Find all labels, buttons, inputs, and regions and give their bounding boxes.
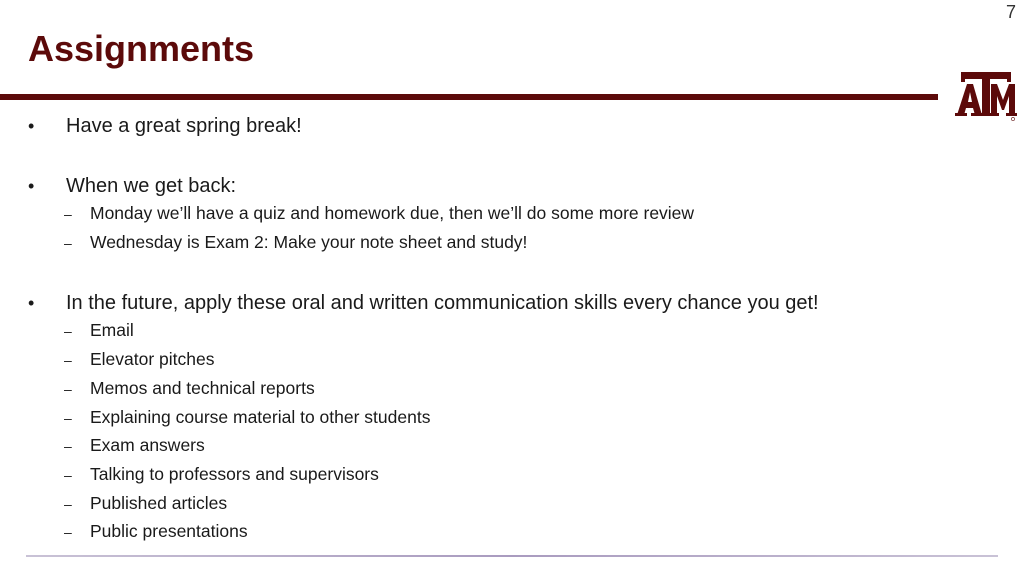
sub-item — [28, 518, 928, 547]
sub-item-text: Exam answers — [90, 435, 205, 456]
bullet-text: Have a great spring break! — [66, 115, 302, 137]
bullet-item — [28, 112, 928, 140]
bullet-marker: • — [28, 293, 35, 314]
sub-item-text: Public presentations — [90, 521, 248, 542]
sub-item — [28, 461, 928, 490]
dash-marker: – — [64, 380, 72, 397]
bullet-marker: • — [28, 116, 35, 136]
dash-marker: – — [64, 352, 72, 369]
sub-item — [28, 229, 928, 258]
dash-marker: – — [64, 234, 72, 251]
dash-marker: – — [64, 323, 72, 340]
sub-item — [28, 346, 928, 375]
sub-item — [28, 200, 928, 229]
dash-marker: – — [64, 409, 72, 426]
bullet-item — [28, 172, 928, 200]
sub-item-text: Memos and technical reports — [90, 377, 315, 398]
bullet-marker: • — [28, 176, 35, 196]
sub-item-text: Monday we’ll have a quiz and homework due, then we’ll do some more review — [90, 203, 695, 223]
sub-item — [28, 490, 928, 519]
dash-marker: – — [64, 438, 72, 455]
bullet-text: In the future, apply these oral and written communication skills every chance you get! — [66, 292, 819, 315]
sub-item — [28, 375, 928, 404]
sub-item — [28, 432, 928, 461]
dash-marker: – — [64, 495, 72, 512]
sub-item-text: Email — [90, 320, 134, 341]
atm-logo — [955, 70, 1017, 122]
content-list — [28, 112, 928, 547]
sub-item-text: Explaining course material to other students — [90, 406, 431, 427]
sub-item-text: Published articles — [90, 492, 228, 513]
sub-item-text: Talking to professors and supervisors — [90, 463, 379, 484]
sub-item-text: Elevator pitches — [90, 349, 215, 370]
bullet-text: When we get back: — [66, 175, 237, 197]
slide-number: 7 — [1005, 2, 1016, 22]
dash-marker: – — [64, 466, 72, 483]
sub-item — [28, 317, 928, 346]
page-title: Assignments — [28, 28, 255, 69]
sub-item-text: Wednesday is Exam 2: Make your note sheet and study! — [90, 231, 528, 252]
dash-marker: – — [64, 206, 72, 222]
bullet-item — [28, 289, 928, 317]
sub-item — [28, 404, 928, 433]
title-divider — [0, 94, 938, 100]
footer-divider — [26, 555, 998, 557]
dash-marker: – — [64, 524, 72, 541]
